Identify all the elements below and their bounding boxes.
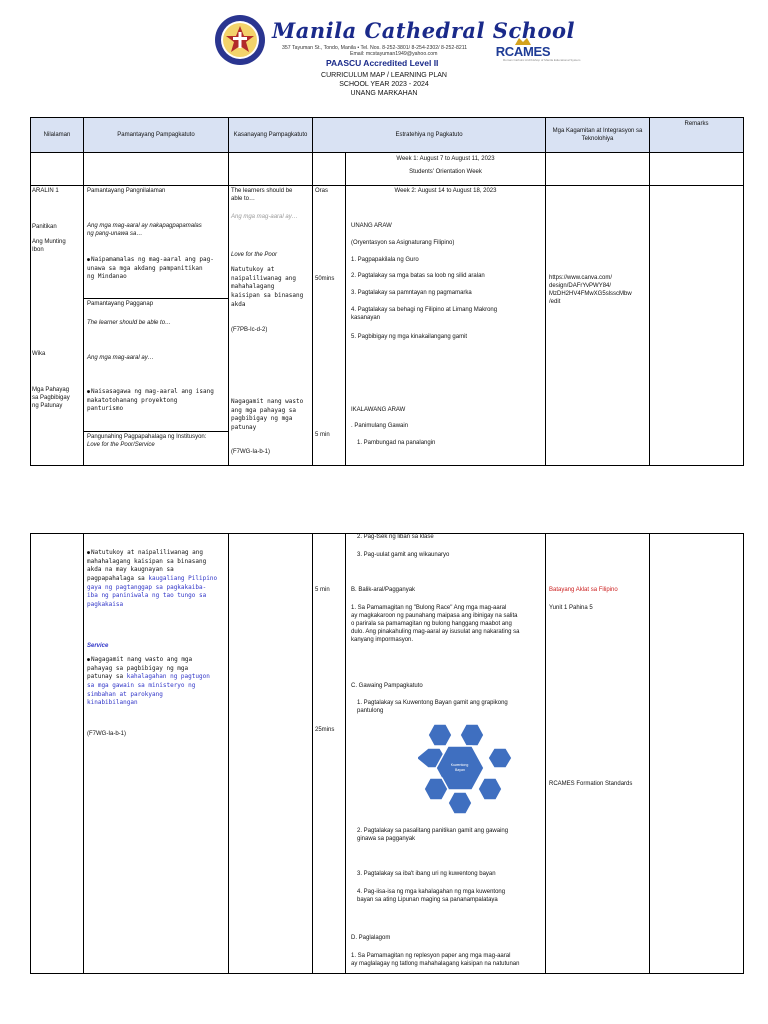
t2-remarks-cell (650, 534, 744, 974)
t2-oras-time-2: 25mins (315, 727, 335, 733)
pamantayan-cell (84, 186, 229, 466)
hexagon-bottom-left (424, 778, 448, 800)
pagganap-bullet: ● Naisasagawa ng mag-aaral ang isang makatotohanang proyektong panturismo (87, 388, 214, 414)
rcames-logo-text: RCAMES (495, 44, 551, 59)
rcames-tagline: Roman Catholic Archbishop of Manila Educational System (503, 58, 581, 62)
week1-label: Week 1: August 7 to August 11, 2023 (396, 156, 495, 162)
institusyon-value: Love for the Poor/Service (87, 442, 155, 448)
t2-oras-cell (313, 534, 346, 974)
t2-rcames-standards: RCAMES Formation Standards (549, 781, 633, 787)
pangnilalaman-intro: Ang mga mag-aaral ay nakapagpapamalas ng pang-unawa sa… (87, 223, 202, 238)
quarter-label: UNANG MARKAHAN (350, 90, 418, 97)
hexagon-top-left (428, 724, 452, 746)
t2-batayang-aklat: Batayang Aklat sa Filipino (549, 587, 618, 593)
col-nilalaman: Nilalaman (31, 118, 84, 153)
curriculum-table-page1 (30, 117, 744, 466)
ang-munting-ibon-label: Ang Munting Ibon (32, 239, 66, 254)
estratehiya-cell (346, 186, 546, 466)
hexagon-top-right (460, 724, 484, 746)
t2-pamantayan-code: (F7WG-Ia-b-1) (87, 731, 126, 737)
pagganap-intro: The learner should be able to… (87, 320, 172, 326)
kagamitan-cell (546, 186, 650, 466)
document-title: CURRICULUM MAP / LEARNING PLAN (321, 72, 447, 79)
t2-strategy-item-3: 3. Pag-uulat gamit ang wikaunaryo (357, 552, 450, 558)
oras-cell (313, 186, 346, 466)
kasanayan-skill-2: Nagagamit nang wasto ang mga pahayag sa pagbibigay ng mga patunay (231, 398, 304, 432)
kasanayan-intro: The learners should be able to… (231, 188, 293, 203)
pagganap-intro-2: Ang mga mag-aaral ay… (87, 355, 154, 361)
accreditation-label: PAASCU Accredited Level II (326, 58, 439, 68)
t2-strategy-item-2: 2. Pag-tsek ng liban sa klase (357, 534, 434, 540)
table-header-row (31, 118, 744, 153)
t2-gawaing-1: 1. Pagtalakay sa Kuwentong Bayan gamit ang grapikong pantulong (357, 700, 508, 715)
t2-balik-aral-label: B. Balik-aral/Pagganyak (351, 587, 416, 593)
t2-kasanayan-cell (229, 534, 313, 974)
strategy-item-1: 1. Pagpapakilala ng Guro (351, 257, 419, 263)
panimulang-gawain-label: . Panimulang Gawain (351, 423, 409, 429)
aralin-label: ARALIN 1 (32, 188, 59, 194)
school-header (0, 6, 768, 116)
nilalaman-cell (31, 186, 84, 466)
kasanayan-skill-1: Natutukoy at naipaliliwanag ang mahahalagang kaisipan sa binasang akda (231, 266, 304, 308)
rcames-logo (493, 36, 581, 62)
t2-gawaing-2: 2. Pagtalakay sa pasalitang panitikan gamit ang gawaing ginawa sa pagganyak (357, 828, 509, 843)
panitikan-label: Panitikan (32, 224, 57, 230)
hexagon-right (488, 748, 512, 768)
strategy-item-5: 5. Pagbibigay ng mga kinakailangang gamit (351, 334, 468, 340)
t2-gawaing-3: 3. Pagtalakay sa iba't ibang uri ng kuwentong bayan (357, 871, 496, 877)
oras-label: Oras (315, 188, 329, 194)
col-estratehiya: Estratehiya ng Pagkatuto (313, 118, 546, 153)
col-pamantayan: Pamantayang Pampagkatuto (84, 118, 229, 153)
t2-gawaing-label: C. Gawaing Pampagkatuto (351, 683, 423, 689)
mga-pahayag-label: Mga Pahayag sa Pagbibigay ng Patunay (32, 387, 70, 410)
week1-cell (346, 153, 546, 186)
t2-gawaing-4: 4. Pag-iisa-isa ng mga kahalagahan ng mga kuwentong bayan sa ating Lipunan maging sa pananampalataya (357, 889, 506, 904)
school-year: SCHOOL YEAR 2023 - 2024 (339, 81, 429, 88)
remarks-cell (650, 186, 744, 466)
t2-estratehiya-cell (346, 534, 546, 974)
school-seal-icon (214, 14, 266, 66)
kasanayan-intro-2: Ang mga mag-aaral ay… (231, 214, 298, 220)
strategy-item-3: 3. Pagtalakay sa pamntayan ng pagmamarka (351, 290, 472, 296)
kasanayan-code-2: (F7WG-Ia-b-1) (231, 449, 270, 455)
t2-pamantayan-bullet-1: ● Natutukoy at naipaliliwanag ang mahahalagang kaisipan sa binasang akda na may kaugnayan sa pagpapahalaga sa kaugaliang Pilipino gaya ng pagtanggap sa pagkakaiba- iba ng paniniwala ng tao tungo sa pagkakaisa (87, 549, 217, 610)
col-remarks: Remarks (650, 118, 744, 153)
school-address: 357 Tayuman St., Tondo, Manila • Tel. Nos. 8-252-3801/ 8-254-2302/ 8-252-8211 (282, 45, 468, 51)
week1-sub: Students' Orientation Week (409, 169, 482, 176)
canva-link[interactable]: https://www.canva.com/ design/DAFrYvPWY84/ MzDH2HV4FMwXG5slsscMbw /edit (549, 275, 632, 306)
pagganap-label: Pamantayang Pagganap (87, 301, 154, 307)
week2-row (31, 186, 744, 466)
kasanayan-value: Love for the Poor (231, 252, 278, 258)
wika-label: Wika (32, 351, 46, 357)
hexagon-bottom (448, 792, 472, 814)
kasanayan-code-1: (F7PB-Ic-d-2) (231, 327, 268, 333)
t2-oras-time-1: 5 min (315, 587, 330, 593)
t2-service-label: Service (87, 643, 109, 649)
t2-balik-aral-text: 1. Sa Pamamagitan ng "Bulong Race" Ang mga mag-aaral ay magkakaroon ng paunahang maipasa ang ibinigay na salita o parirala sa pamamagitan ng bulong hanggang maabot ang dulo. Ang pinakahuling mag-aaral ay isusulat ang nakarating sa kanyang impormasyon. (351, 605, 520, 644)
hex-label-line-2: Bayan (455, 768, 465, 772)
oras-time-2: 5 min (315, 432, 330, 438)
school-name: Manila Cathedral School (272, 18, 575, 43)
col-kagamitan: Mga Kagamitan at Integrasyon sa Teknolohiya (546, 118, 650, 153)
week2-label: Week 2: August 14 to August 18, 2023 (394, 188, 497, 194)
hexagon-bottom-right (478, 778, 502, 800)
institusyon-label: Pangunahing Pagpapahalaga ng Institusyon: (87, 434, 207, 440)
t2-nilalaman-cell (31, 534, 84, 974)
week1-row (31, 153, 744, 186)
oryentasyon-label: (Oryentasyon sa Asignaturang Filipino) (351, 240, 455, 246)
strategy-item-4: 4. Pagtalakay sa behagi ng Filipino at Limang Makrong kasanayan (351, 307, 498, 322)
t2-pamantayan-bullet-2: ● Nagagamit nang wasto ang mga pahayag sa pagbibigay ng mga patunay sa kahalagahan ng pagtugon sa mga gawain sa ministeryo ng simbahan at parokyang kinabibilangan (87, 656, 210, 708)
ikalawang-araw-label: IKALAWANG ARAW (351, 407, 406, 413)
pangnilalaman-label: Pamantayang Pangnilalaman (87, 188, 166, 194)
table2-content-row (31, 534, 744, 974)
unang-araw-label: UNANG ARAW (351, 223, 392, 229)
kasanayan-cell (229, 186, 313, 466)
hexagon-graphic-organizer (418, 722, 516, 816)
pambungad-label: 1. Pambungad na panalangin (357, 440, 436, 446)
oras-time-1: 50mins (315, 276, 335, 282)
col-kasanayan: Kasanayang Pampagkatuto (229, 118, 313, 153)
t2-yunit-pahina: Yunit 1 Pahina 5 (549, 605, 593, 611)
hex-label-line-1: Kuwentong (450, 763, 469, 767)
pangnilalaman-bullet: ● Naipamamalas ng mag-aaral ang pag- unawa sa mga akdang pampanitikan ng Mindanao (87, 256, 214, 282)
strategy-item-2: 2. Pagtalakay sa mga batas sa loob ng silid aralan (351, 273, 485, 279)
school-email: Email: mcstayuman1949@yahoo.com (350, 51, 438, 57)
t2-paglalagom-label: D. Paglalagom (351, 935, 391, 941)
t2-paglalagom-1: 1. Sa Pamamagitan ng replesyon paper ang mga mag-aaral ay maglalagay ng tatlong mahahalagang kaisipan na natutunan (351, 953, 520, 968)
curriculum-table-page2 (30, 533, 744, 974)
t2-pamantayan-cell (84, 534, 229, 974)
t2-kagamitan-cell (546, 534, 650, 974)
